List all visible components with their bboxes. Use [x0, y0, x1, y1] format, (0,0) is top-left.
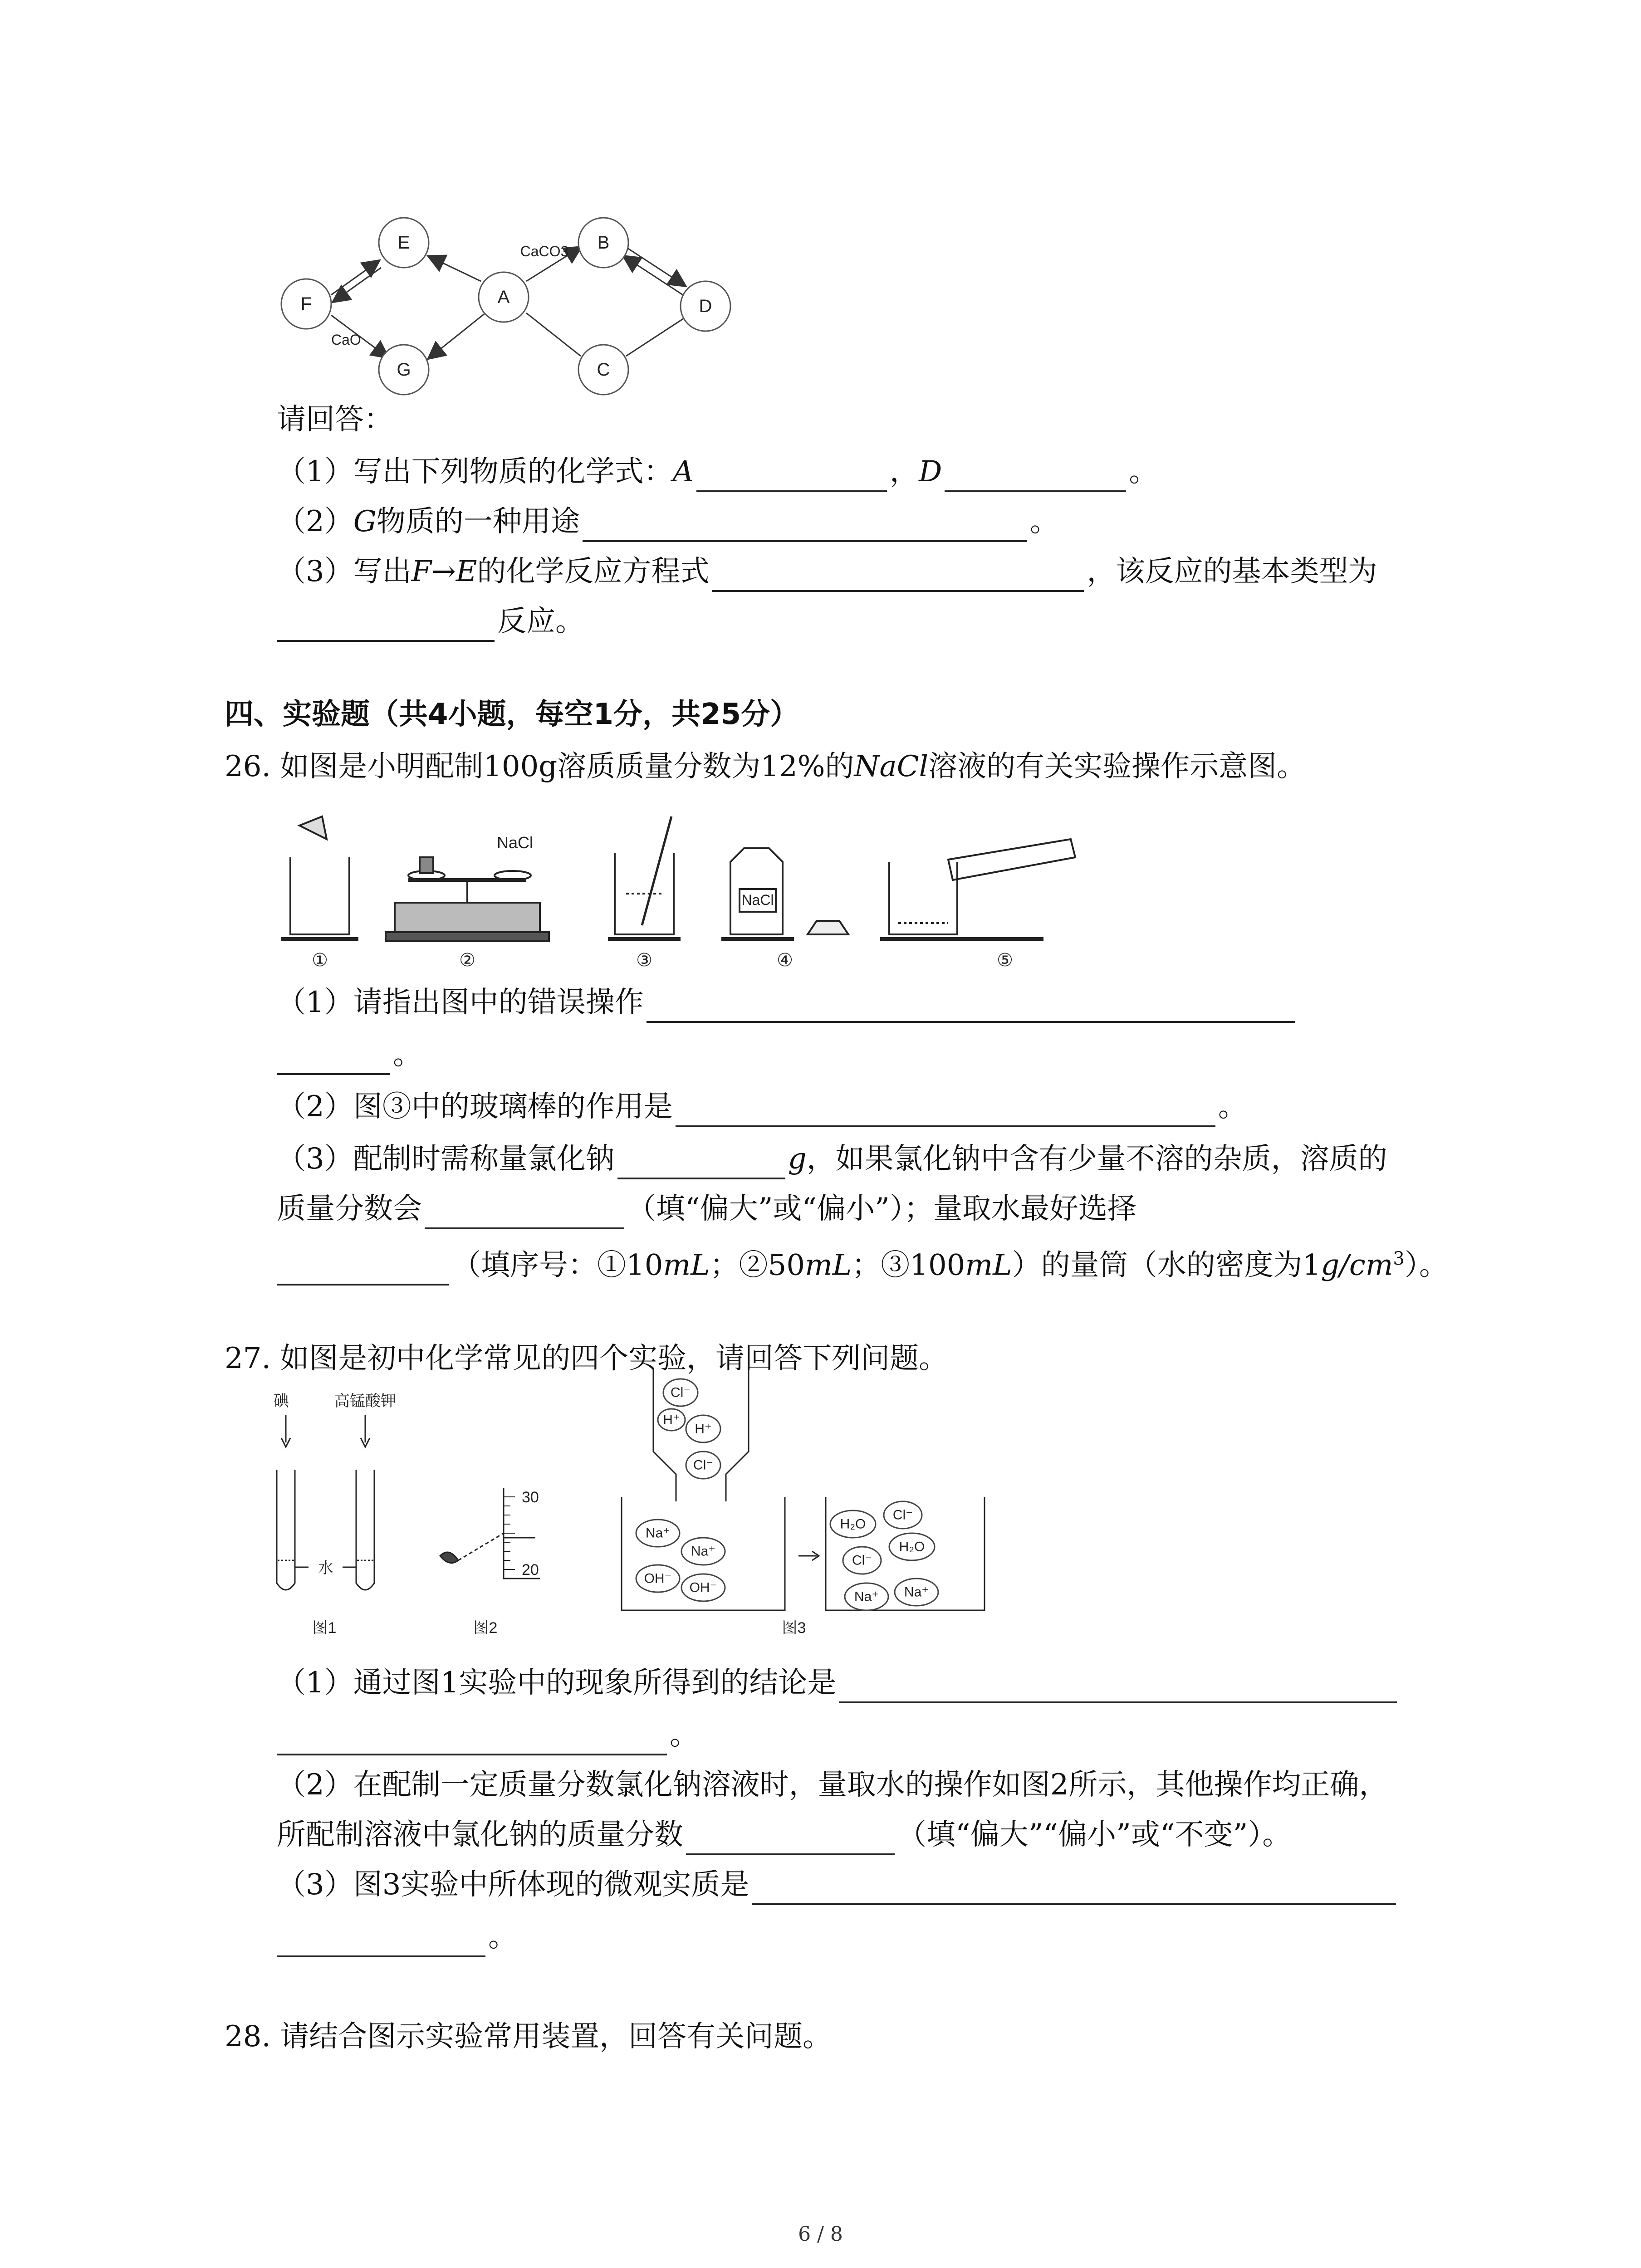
answer-blank-micro-essence-cont[interactable]	[277, 1924, 485, 1957]
q26-intro-c: 的	[825, 750, 854, 783]
q26-sub1	[277, 982, 1298, 1023]
answer-blank-fig1-conclusion-cont[interactable]	[277, 1722, 667, 1755]
q26-sub2-text: （2）图③中的玻璃棒的作用是	[277, 1090, 673, 1124]
node-e-label: E	[397, 233, 410, 253]
q26-sub3-b: ，如果氯化钠中含有少量不溶的杂质，溶质的	[806, 1142, 1387, 1176]
fig1-kmno4-label: 高锰酸钾	[334, 1393, 396, 1410]
q26-sub2	[277, 1086, 1247, 1127]
ion-right-5: Na⁺	[854, 1589, 879, 1604]
ion-right-6: Na⁺	[904, 1584, 929, 1600]
q26-mass: 100g	[483, 750, 558, 783]
q28-intro: 28. 请结合图示实验常用装置，回答有关问题。	[225, 2020, 832, 2053]
q25-sub3-cont	[277, 601, 584, 642]
q26-pct: 12%	[760, 750, 825, 783]
unit-g: g	[788, 1142, 807, 1176]
q26-sub1-cont	[277, 1034, 422, 1075]
fig-label-3: ③	[636, 950, 652, 970]
q26-sub3-g2: ；③100	[852, 1248, 965, 1282]
answer-blank-wrong-op-cont[interactable]	[277, 1041, 390, 1075]
q27-sub2: （2）在配制一定质量分数氯化钠溶液时，量取水的操作如图2所示，其他操作均正确，	[277, 1768, 1388, 1802]
q26-sub3-i: ）。	[1404, 1248, 1448, 1282]
q26-sub3-c: 质量分数会	[277, 1192, 422, 1226]
answer-blank-a[interactable]	[696, 459, 887, 492]
q27-sub1-text: （1）通过图1实验中的现象所得到的结论是	[277, 1666, 837, 1700]
end-mark: 。	[1129, 455, 1158, 489]
unit-density: g/cm	[1321, 1248, 1393, 1282]
q26-apparatus-figure	[272, 812, 1089, 975]
q27-sub2-c: （填“偏大”“偏小”或“不变”）。	[897, 1818, 1292, 1852]
node-g-label: G	[397, 360, 411, 380]
q25-sub3-end: 反应。	[497, 605, 584, 638]
q27-sub3-text: （3）图3实验中所体现的微观实质是	[277, 1868, 749, 1901]
q27-sub2-b: 所配制溶液中氯化钠的质量分数	[277, 1818, 683, 1852]
ion-left-4: OH⁻	[689, 1580, 717, 1595]
q26-sub1-text: （1）请指出图中的错误操作	[277, 986, 644, 1019]
q25-sub3-mid: ，该反应的基本类型为	[1087, 555, 1377, 588]
edge-label-cao: CaO	[331, 332, 361, 348]
unit-ml: mL	[663, 1248, 710, 1282]
q25-sub1-text: （1）写出下列物质的化学式：	[277, 455, 673, 489]
q27-experiments-figure	[268, 1365, 994, 1637]
ion-left-2: Na⁺	[691, 1544, 716, 1559]
var-a: A	[672, 455, 694, 489]
fig-label-2: ②	[459, 950, 475, 970]
answer-blank-wrong-op[interactable]	[647, 989, 1295, 1023]
q25-sub3-num: （3）写出	[277, 555, 411, 588]
q26-sub3-h: ）的量筒（水的密度为1	[1012, 1248, 1321, 1282]
balance-nacl-label: NaCl	[496, 833, 534, 852]
ion-right-3: Cl⁻	[852, 1553, 872, 1568]
q27-sub3-cont	[277, 1916, 517, 1957]
q27-sub2-line2	[277, 1814, 1291, 1855]
ion-right-1: H₂O	[840, 1516, 866, 1532]
answer-blank-fraction-effect[interactable]	[425, 1196, 624, 1229]
q26-sub3-line2	[277, 1188, 1136, 1229]
q25-sub3	[277, 551, 1377, 592]
end-mark: 。	[488, 1920, 517, 1954]
q26-sub3-e: （填序号：①10	[452, 1248, 663, 1282]
end-mark: 。	[1218, 1090, 1247, 1124]
answer-blank-cylinder-choice[interactable]	[277, 1252, 449, 1286]
q25-sub3-text: 的化学反应方程式	[477, 555, 710, 588]
var-d: D	[918, 455, 942, 489]
fig2-tick-30: 30	[522, 1489, 539, 1506]
end-mark: 。	[1029, 505, 1059, 538]
q25-sub2-num: （2）	[277, 505, 353, 538]
answer-blank-d[interactable]	[945, 459, 1126, 492]
q27-sub1-cont	[277, 1715, 699, 1755]
unit-exponent: 3	[1393, 1248, 1405, 1269]
end-mark: 。	[670, 1718, 699, 1752]
ion-top-3: H⁺	[695, 1421, 712, 1437]
end-mark: 。	[393, 1038, 422, 1071]
unit-ml: mL	[805, 1248, 852, 1282]
expr-f-e: F→E	[411, 555, 477, 588]
q26-sub3-d: （填“偏大”或“偏小”）；量取水最好选择	[627, 1192, 1136, 1226]
fig-caption-3: 图3	[782, 1619, 806, 1637]
q27-sub3	[277, 1864, 1399, 1905]
answer-blank-fraction-effect-2[interactable]	[686, 1822, 895, 1855]
ion-top-1: Cl⁻	[670, 1385, 691, 1400]
q26-intro-b: 溶质质量分数为	[557, 750, 761, 783]
ion-right-2: Cl⁻	[892, 1507, 913, 1523]
fig1-water-label: 水	[318, 1559, 333, 1577]
node-d-label: D	[699, 296, 712, 316]
var-g: G	[353, 505, 377, 538]
q26-sub3-f: ；②50	[710, 1248, 805, 1282]
q27-intro: 27. 如图是初中化学常见的四个实验，请回答下列问题。	[225, 1342, 948, 1375]
q26-sub3-a: （3）配制时需称量氯化钠	[277, 1142, 615, 1176]
unit-ml: mL	[965, 1248, 1012, 1282]
node-f-label: F	[300, 294, 312, 314]
edge-label-caco3: CaCO3	[520, 243, 569, 259]
q26-sub3	[277, 1139, 1387, 1179]
fig-caption-1: 图1	[312, 1619, 337, 1637]
ion-left-1: Na⁺	[645, 1525, 671, 1541]
answer-blank-nacl-mass[interactable]	[617, 1146, 785, 1179]
fig-label-4: ④	[777, 950, 793, 970]
answer-blank-micro-essence[interactable]	[752, 1872, 1396, 1905]
q25-prompt: 请回答：	[277, 403, 393, 436]
bottle-nacl-label: NaCl	[741, 892, 774, 908]
answer-blank-rod-role[interactable]	[676, 1094, 1215, 1127]
fig-caption-2: 图2	[473, 1619, 498, 1637]
answer-blank-reaction-type[interactable]	[277, 608, 495, 642]
node-a-label: A	[497, 287, 510, 307]
fig1-iodine-label: 碘	[274, 1393, 289, 1410]
q26-intro	[225, 746, 1306, 787]
ion-top-2: H⁺	[663, 1412, 680, 1427]
fig-label-5: ⑤	[997, 950, 1013, 970]
q26-intro-d: 溶液的有关实验操作示意图。	[928, 750, 1306, 783]
section-4-title: 四、实验题（共4小题，每空1分，共25分）	[225, 698, 799, 731]
reaction-network-diagram	[268, 213, 749, 404]
ion-left-3: OH⁻	[644, 1571, 672, 1586]
node-b-label: B	[597, 233, 610, 253]
q26-sub3-line3	[277, 1238, 1448, 1286]
page-number: 6 / 8	[798, 2223, 843, 2246]
q26-nacl: NaCl	[854, 750, 929, 783]
answer-blank-fig1-conclusion[interactable]	[839, 1670, 1397, 1703]
sep: ，	[889, 455, 919, 489]
q27-sub1	[277, 1662, 1400, 1703]
node-c-label: C	[597, 360, 610, 380]
q25-sub1	[277, 451, 1158, 492]
q25-sub2	[277, 501, 1059, 542]
q25-sub2-text: 物质的一种用途	[376, 505, 580, 538]
answer-blank-g-use[interactable]	[583, 508, 1027, 542]
answer-blank-equation[interactable]	[712, 558, 1084, 592]
q26-intro-a: 26. 如图是小明配制	[225, 750, 484, 783]
ion-top-4: Cl⁻	[693, 1457, 714, 1473]
ion-right-4: H₂O	[899, 1539, 925, 1554]
fig-label-1: ①	[312, 950, 328, 970]
fig2-tick-20: 20	[522, 1561, 539, 1579]
